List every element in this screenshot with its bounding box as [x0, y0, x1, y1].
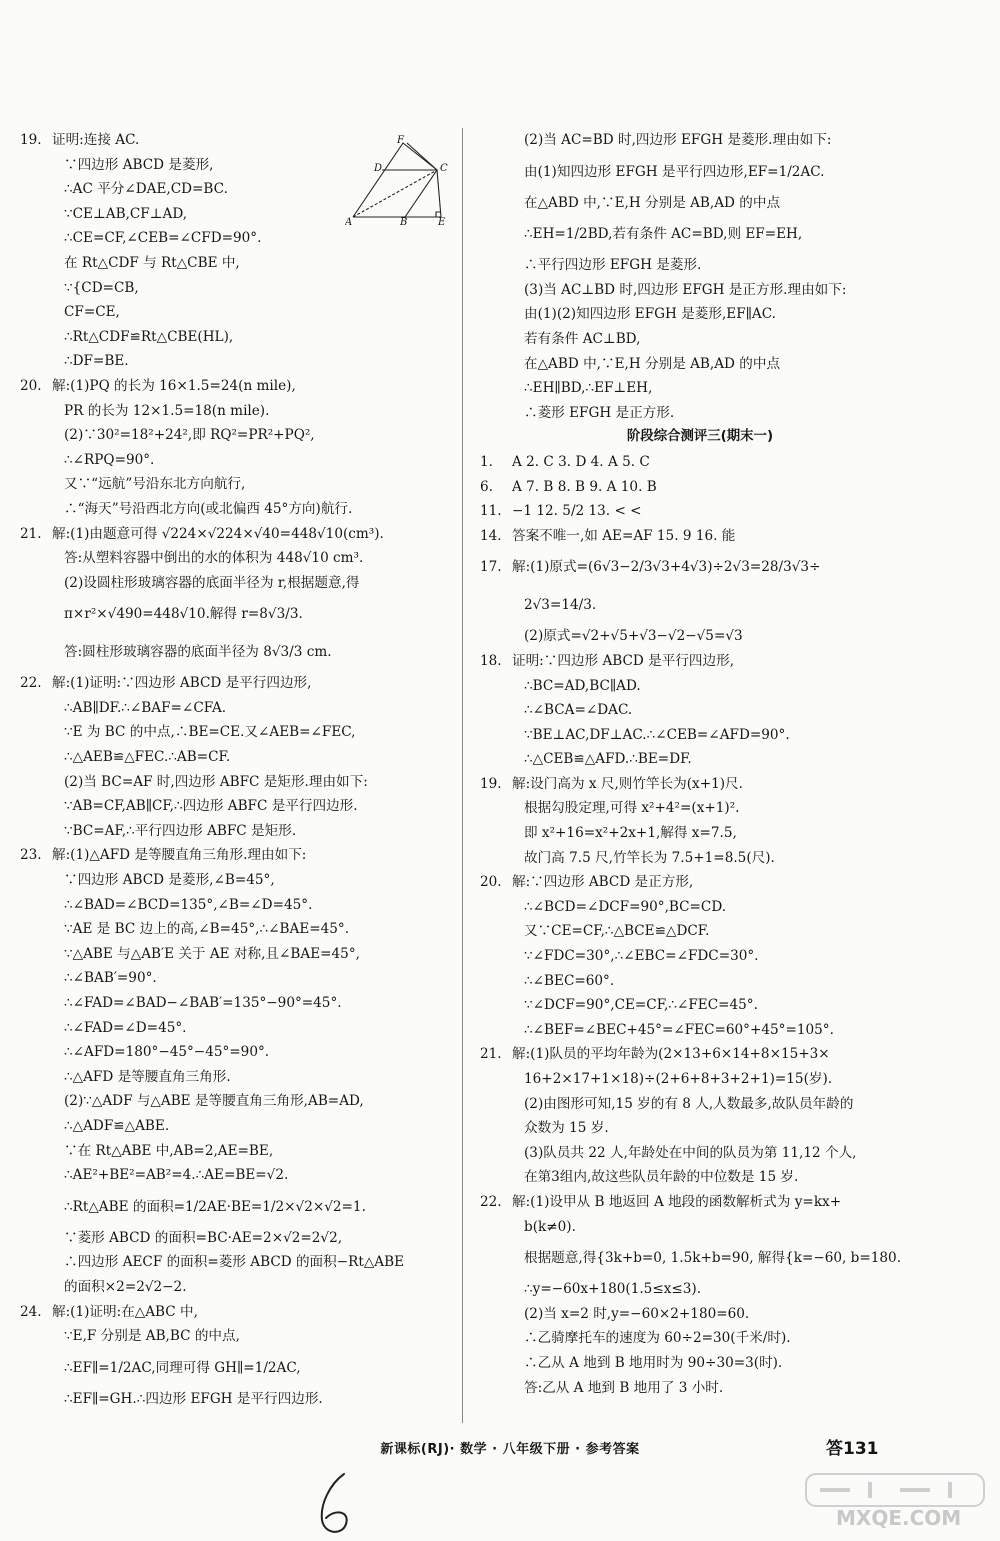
text-line	[20, 966, 460, 991]
text-line	[480, 870, 920, 895]
text-line	[20, 571, 460, 596]
line-text: 解:∵四边形 ABCD 是正方形,	[512, 874, 694, 891]
text-line	[480, 499, 920, 524]
line-text: ∴∠AFD=180°−45°−45°=90°.	[64, 1044, 270, 1061]
text-line	[480, 674, 920, 699]
text-line	[480, 1376, 920, 1401]
text-line	[480, 352, 920, 377]
text-line	[20, 325, 460, 350]
line-text: ∵四边形 ABCD 是菱形,	[64, 156, 214, 173]
item-number: 24.	[20, 1303, 42, 1320]
line-text: (2)设圆柱形玻璃容器的底面半径为 r,根据题意,得	[64, 574, 360, 591]
label-d: D	[374, 163, 383, 174]
text-line	[480, 772, 920, 797]
line-text: ∵E 为 BC 的中点,∴BE=CE.又∠AEB=∠FEC,	[64, 724, 356, 741]
label-c: C	[440, 163, 448, 174]
diagonal-ac	[353, 170, 437, 217]
text-line	[480, 1190, 920, 1215]
line-text: 解:(1)原式=(6√3−2/3√3+4√3)÷2√3=28/3√3÷	[512, 559, 821, 576]
line-text: 在△ABD 中,∵E,H 分别是 AB,AD 的中点	[524, 355, 781, 372]
line-text: 根据勾股定理,可得 x²+4²=(x+1)².	[524, 800, 740, 817]
line-text: CF=CE,	[64, 304, 120, 321]
rhombus-outline	[353, 143, 437, 217]
line-text: 证明:连接 AC.	[52, 132, 140, 148]
line-text: 由(1)知四边形 EFGH 是平行四边形,EF=1/2AC.	[524, 163, 825, 180]
line-text: 答:圆柱形玻璃容器的底面半径为 8√3/3 cm.	[64, 644, 332, 661]
text-line	[480, 993, 920, 1018]
line-text: ∴∠FAD=∠D=45°.	[64, 1019, 187, 1036]
text-line	[20, 1300, 460, 1325]
text-line	[480, 624, 920, 649]
text-line	[480, 1326, 920, 1351]
line-text: 答:从塑料容器中倒出的水的体积为 448√10 cm³.	[64, 550, 364, 567]
line-text: ∴∠BCD=∠DCF=90°,BC=CD.	[524, 898, 727, 915]
handwritten-mark	[310, 1470, 360, 1540]
line-text: 由(1)(2)知四边形 EFGH 是菱形,EF∥AC.	[524, 306, 776, 323]
line-text: (2)当 x=2 时,y=−60×2+180=60.	[524, 1305, 750, 1322]
item-number: 23.	[20, 847, 42, 864]
segment-ce	[437, 170, 441, 217]
text-line	[480, 1302, 920, 1327]
line-text: (2)∵30²=18²+24²,即 RQ²=PR²+PQ²,	[64, 427, 315, 444]
line-text: 即 x²+16=x²+2x+1,解得 x=7.5,	[524, 825, 737, 842]
line-text: 2√3=14/3.	[524, 597, 597, 614]
line-text: 若有条件 AC⊥BD,	[524, 330, 641, 347]
line-text: 根据题意,得{3k+b=0, 1.5k+b=90, 解得{k=−60, b=180.	[524, 1250, 902, 1267]
line-text: 证明:∵四边形 ABCD 是平行四边形,	[512, 652, 735, 669]
line-text: ∴EF∥=1/2AC,同理可得 GH∥=1/2AC,	[64, 1359, 301, 1376]
page-number: 答131	[826, 1439, 879, 1459]
line-text: ∵BC=AF,∴平行四边形 ABFC 是矩形.	[64, 822, 297, 839]
line-text: 在 Rt△CDF 与 Rt△CBE 中,	[64, 254, 240, 271]
text-line	[480, 649, 920, 674]
line-text: ∴EF∥=GH.∴四边形 EFGH 是平行四边形.	[64, 1390, 323, 1407]
line-text: ∴△CEB≌△AFD.∴BE=DF.	[524, 751, 692, 768]
text-line	[20, 423, 460, 448]
text-line	[20, 843, 460, 868]
line-text: 答:乙从 A 地到 B 地用了 3 小时.	[524, 1379, 724, 1396]
text-line	[20, 276, 460, 301]
footer-title: 新课标(RJ)· 数学 · 八年级下册 · 参考答案	[380, 1442, 640, 1457]
line-text: ∴△ADF≌△ABE.	[64, 1117, 170, 1134]
text-line	[480, 846, 920, 871]
line-text: ∵BE⊥AC,DF⊥AC.∴∠CEB=∠AFD=90°.	[524, 726, 790, 743]
line-text: ∴∠BEC=60°.	[524, 972, 615, 989]
item-number: 6.	[480, 478, 493, 495]
item-number: 11.	[480, 503, 502, 520]
item-number: 1.	[480, 453, 493, 470]
text-line	[20, 770, 460, 795]
item-number: 21.	[20, 525, 42, 542]
left-column	[20, 128, 460, 1411]
text-line	[20, 595, 460, 633]
line-text: (3)当 AC⊥BD 时,四边形 EFGH 是正方形.理由如下:	[524, 281, 847, 298]
line-text: ∵∠FDC=30°,∴∠EBC=∠FDC=30°.	[524, 948, 759, 965]
item-number: 21.	[480, 1046, 502, 1063]
text-line	[480, 1351, 920, 1376]
line-text: 在第3组内,故这些队员年龄的中位数是 15 岁.	[524, 1169, 799, 1186]
text-line	[480, 524, 920, 549]
text-line	[480, 796, 920, 821]
line-text: ∴∠FAD=∠BAD−∠BAB′=135°−90°=45°.	[64, 995, 342, 1011]
text-line	[480, 1165, 920, 1190]
text-line	[480, 475, 920, 500]
section-heading	[480, 425, 920, 450]
text-line	[480, 1141, 920, 1166]
text-line	[480, 450, 920, 475]
text-line	[480, 401, 920, 426]
label-a: A	[345, 217, 353, 225]
text-line	[480, 1042, 920, 1067]
text-line	[480, 723, 920, 748]
text-line	[20, 1324, 460, 1349]
text-line	[20, 819, 460, 844]
item-number: 17.	[480, 559, 502, 576]
item-number: 14.	[480, 527, 502, 544]
text-line	[480, 153, 920, 191]
item-number: 19.	[20, 132, 42, 148]
line-text: (2)当 AC=BD 时,四边形 EFGH 是菱形.理由如下:	[524, 132, 832, 148]
line-text: 答案不唯一,如 AE=AF 15. 9 16. 能	[512, 527, 736, 544]
line-text: (2)∵△ADF 与△ABE 是等腰直角三角形,AB=AD,	[64, 1093, 364, 1110]
line-text: ∵四边形 ABCD 是菱形,∠B=45°,	[64, 872, 275, 889]
text-line	[20, 1387, 460, 1412]
text-line	[480, 548, 920, 586]
text-line	[20, 794, 460, 819]
label-f: F	[397, 135, 404, 146]
text-line	[20, 1188, 460, 1226]
line-text: ∴乙从 A 地到 B 地用时为 90÷30=3(时).	[524, 1354, 783, 1371]
text-line	[20, 448, 460, 473]
text-line	[480, 944, 920, 969]
line-text: ∴AC 平分∠DAE,CD=BC.	[64, 181, 228, 198]
text-line	[480, 1018, 920, 1043]
line-text: 又∵“远航”号沿东北方向航行,	[64, 476, 246, 493]
line-text: ∴△AFD 是等腰直角三角形.	[64, 1068, 231, 1085]
text-line	[20, 522, 460, 547]
text-line	[480, 1067, 920, 1092]
text-line	[480, 302, 920, 327]
line-text: ∴Rt△ABE 的面积=1/2AE·BE=1/2×√2×√2=1.	[64, 1198, 366, 1215]
line-text: 16+2×17+1×18)÷(2+6+8+3+2+1)=15(岁).	[524, 1071, 833, 1087]
text-line	[20, 745, 460, 770]
line-text: ∴Rt△CDF≌Rt△CBE(HL),	[64, 328, 234, 345]
text-line	[20, 1250, 460, 1275]
text-line	[20, 1275, 460, 1300]
text-line	[20, 374, 460, 399]
line-text: 解:(1)证明:∵四边形 ABCD 是平行四边形,	[52, 675, 312, 692]
text-line	[20, 1139, 460, 1164]
text-line	[480, 1277, 920, 1302]
text-line	[480, 327, 920, 352]
text-line	[20, 497, 460, 522]
line-text: ∴CE=CF,∠CEB=∠CFD=90°.	[64, 230, 262, 247]
label-b: B	[400, 217, 408, 225]
text-line	[480, 747, 920, 772]
line-text: 解:(1)队员的平均年龄为(2×13+6×14+8×15+3×	[512, 1046, 830, 1063]
text-line	[20, 251, 460, 276]
line-text: 在△ABD 中,∵E,H 分别是 AB,AD 的中点	[524, 194, 781, 211]
line-text: ∵CE⊥AB,CF⊥AD,	[64, 205, 188, 222]
line-text: ∴四边形 AECF 的面积=菱形 ABCD 的面积−Rt△ABE	[64, 1254, 405, 1271]
text-line	[20, 917, 460, 942]
line-text: ∴∠BCA=∠DAC.	[524, 702, 633, 719]
line-text: 解:(1)△AFD 是等腰直角三角形.理由如下:	[52, 847, 307, 864]
line-text: ∴BC=AD,BC∥AD.	[524, 677, 641, 694]
text-line	[480, 1215, 920, 1240]
text-line	[20, 720, 460, 745]
item-number: 22.	[480, 1193, 502, 1210]
line-text: ∵在 Rt△ABE 中,AB=2,AE=BE,	[64, 1142, 274, 1159]
text-line	[20, 1089, 460, 1114]
item-number: 20.	[20, 377, 42, 394]
text-line	[20, 472, 460, 497]
line-text: ∴乙骑摩托车的速度为 60÷2=30(千米/时).	[524, 1330, 791, 1347]
line-text: −1 12. 5/2 13. < <	[512, 503, 642, 520]
text-line	[20, 868, 460, 893]
line-text: b(k≠0).	[524, 1218, 576, 1235]
line-text: ∵∠DCF=90°,CE=CF,∴∠FEC=45°.	[524, 997, 758, 1014]
line-text: 又∵CE=CF,∴△BCE≌△DCF.	[524, 923, 710, 940]
watermark-text: MXQE.COM	[836, 1506, 962, 1530]
text-line	[480, 191, 920, 216]
text-line	[20, 1349, 460, 1387]
text-line	[20, 1114, 460, 1139]
line-text: ∵E,F 分别是 AB,BC 的中点,	[64, 1328, 240, 1345]
line-text: A 2. C 3. D 4. A 5. C	[512, 453, 650, 470]
text-line	[20, 1016, 460, 1041]
line-text: ∴EH=1/2BD,若有条件 AC=BD,则 EF=EH,	[524, 226, 803, 243]
text-line	[480, 698, 920, 723]
line-text: 故门高 7.5 尺,竹竿长为 7.5+1=8.5(尺).	[524, 849, 775, 866]
text-line	[480, 821, 920, 846]
item-number: 22.	[20, 675, 42, 692]
line-text: ∴DF=BE.	[64, 353, 129, 370]
text-line	[480, 586, 920, 624]
text-line	[480, 919, 920, 944]
line-text: ∴△AEB≌△FEC.∴AB=CF.	[64, 749, 231, 766]
text-line	[20, 1065, 460, 1090]
line-text: ∴∠BAD=∠BCD=135°,∠B=∠D=45°.	[64, 896, 313, 913]
line-text: ∴EH∥BD,∴EF⊥EH,	[524, 380, 653, 397]
text-line	[480, 376, 920, 401]
text-line	[20, 942, 460, 967]
page-footer	[0, 1432, 1000, 1462]
line-text: 解:(1)由题意可得 √224×√224×√40=448√10(cm³).	[52, 525, 384, 542]
text-line	[480, 1116, 920, 1141]
line-text: 解:(1)PQ 的长为 16×1.5=24(n mile),	[52, 377, 296, 394]
line-text: ∵AE 是 BC 边上的高,∠B=45°,∴∠BAE=45°.	[64, 921, 350, 938]
line-text: ∵△ABE 与△AB′E 关于 AE 对称,且∠BAE=45°,	[64, 945, 360, 962]
line-text: PR 的长为 12×1.5=18(n mile).	[64, 402, 270, 419]
line-text: ∴∠BAB′=90°.	[64, 970, 157, 987]
text-line	[20, 991, 460, 1016]
line-text: 解:(1)设甲从 B 地返回 A 地段的函数解析式为 y=kx+	[512, 1193, 842, 1210]
text-line	[20, 671, 460, 696]
text-line	[480, 1092, 920, 1117]
line-text: 阶段综合测评三(期末一)	[626, 429, 774, 445]
line-text: π×r²×√490=448√10.解得 r=8√3/3.	[64, 606, 303, 623]
text-line	[480, 253, 920, 278]
line-text: ∴y=−60x+180(1.5≤x≤3).	[524, 1281, 702, 1298]
text-line	[480, 128, 920, 153]
segment-cf	[407, 143, 437, 170]
text-line	[20, 633, 460, 671]
text-line	[20, 1226, 460, 1251]
line-text: ∴平行四边形 EFGH 是菱形.	[524, 257, 702, 274]
line-text: ∴AE²+BE²=AB²=4.∴AE=BE=√2.	[64, 1167, 289, 1184]
line-text: 解:设门高为 x 尺,则竹竿长为(x+1)尺.	[512, 775, 743, 792]
right-column	[480, 128, 920, 1400]
text-line	[20, 349, 460, 374]
text-line	[20, 893, 460, 918]
text-line	[20, 696, 460, 721]
line-text: A 7. B 8. B 9. A 10. B	[512, 478, 657, 495]
line-text: ∴“海天”号沿西北方向(或北偏西 45°方向)航行.	[64, 500, 353, 517]
line-text: ∴菱形 EFGH 是正方形.	[524, 404, 675, 421]
line-text: ∵菱形 ABCD 的面积=BC·AE=2×√2=2√2,	[64, 1229, 343, 1246]
line-text: ∴∠BEF=∠BEC+45°=∠FEC=60°+45°=105°.	[524, 1021, 834, 1038]
line-text: (2)原式=√2+√5+√3−√2−√5=√3	[524, 628, 743, 645]
item-number: 20.	[480, 874, 502, 891]
text-line	[20, 1163, 460, 1188]
line-text: 众数为 15 岁.	[524, 1120, 609, 1137]
line-text: 的面积×2=2√2−2.	[64, 1278, 187, 1295]
geometry-figure	[345, 135, 460, 225]
text-line	[480, 969, 920, 994]
text-line	[20, 546, 460, 571]
text-line	[20, 300, 460, 325]
line-text: 解:(1)证明:在△ABC 中,	[52, 1303, 198, 1320]
text-line	[480, 1239, 920, 1277]
line-text: (2)当 BC=AF 时,四边形 ABFC 是矩形.理由如下:	[64, 773, 368, 790]
text-line	[480, 278, 920, 303]
text-line	[480, 895, 920, 920]
label-e: E	[438, 217, 446, 225]
line-text: ∴AB∥DF.∴∠BAF=∠CFA.	[64, 699, 227, 716]
line-text: (3)队员共 22 人,年龄处在中间的队员为第 11,12 个人,	[524, 1144, 857, 1161]
line-text: (2)由图形可知,15 岁的有 8 人,人数最多,故队员年龄的	[524, 1095, 854, 1112]
item-number: 18.	[480, 652, 502, 669]
text-line	[480, 215, 920, 253]
line-text: ∵{CD=CB,	[64, 279, 139, 296]
text-line	[20, 1040, 460, 1065]
text-line	[20, 226, 460, 251]
line-text: ∴∠RPQ=90°.	[64, 451, 155, 468]
column-divider	[462, 128, 463, 1423]
text-line	[20, 399, 460, 424]
line-text: ∵AB=CF,AB∥CF,∴四边形 ABFC 是平行四边形.	[64, 798, 358, 815]
item-number: 19.	[480, 775, 502, 792]
